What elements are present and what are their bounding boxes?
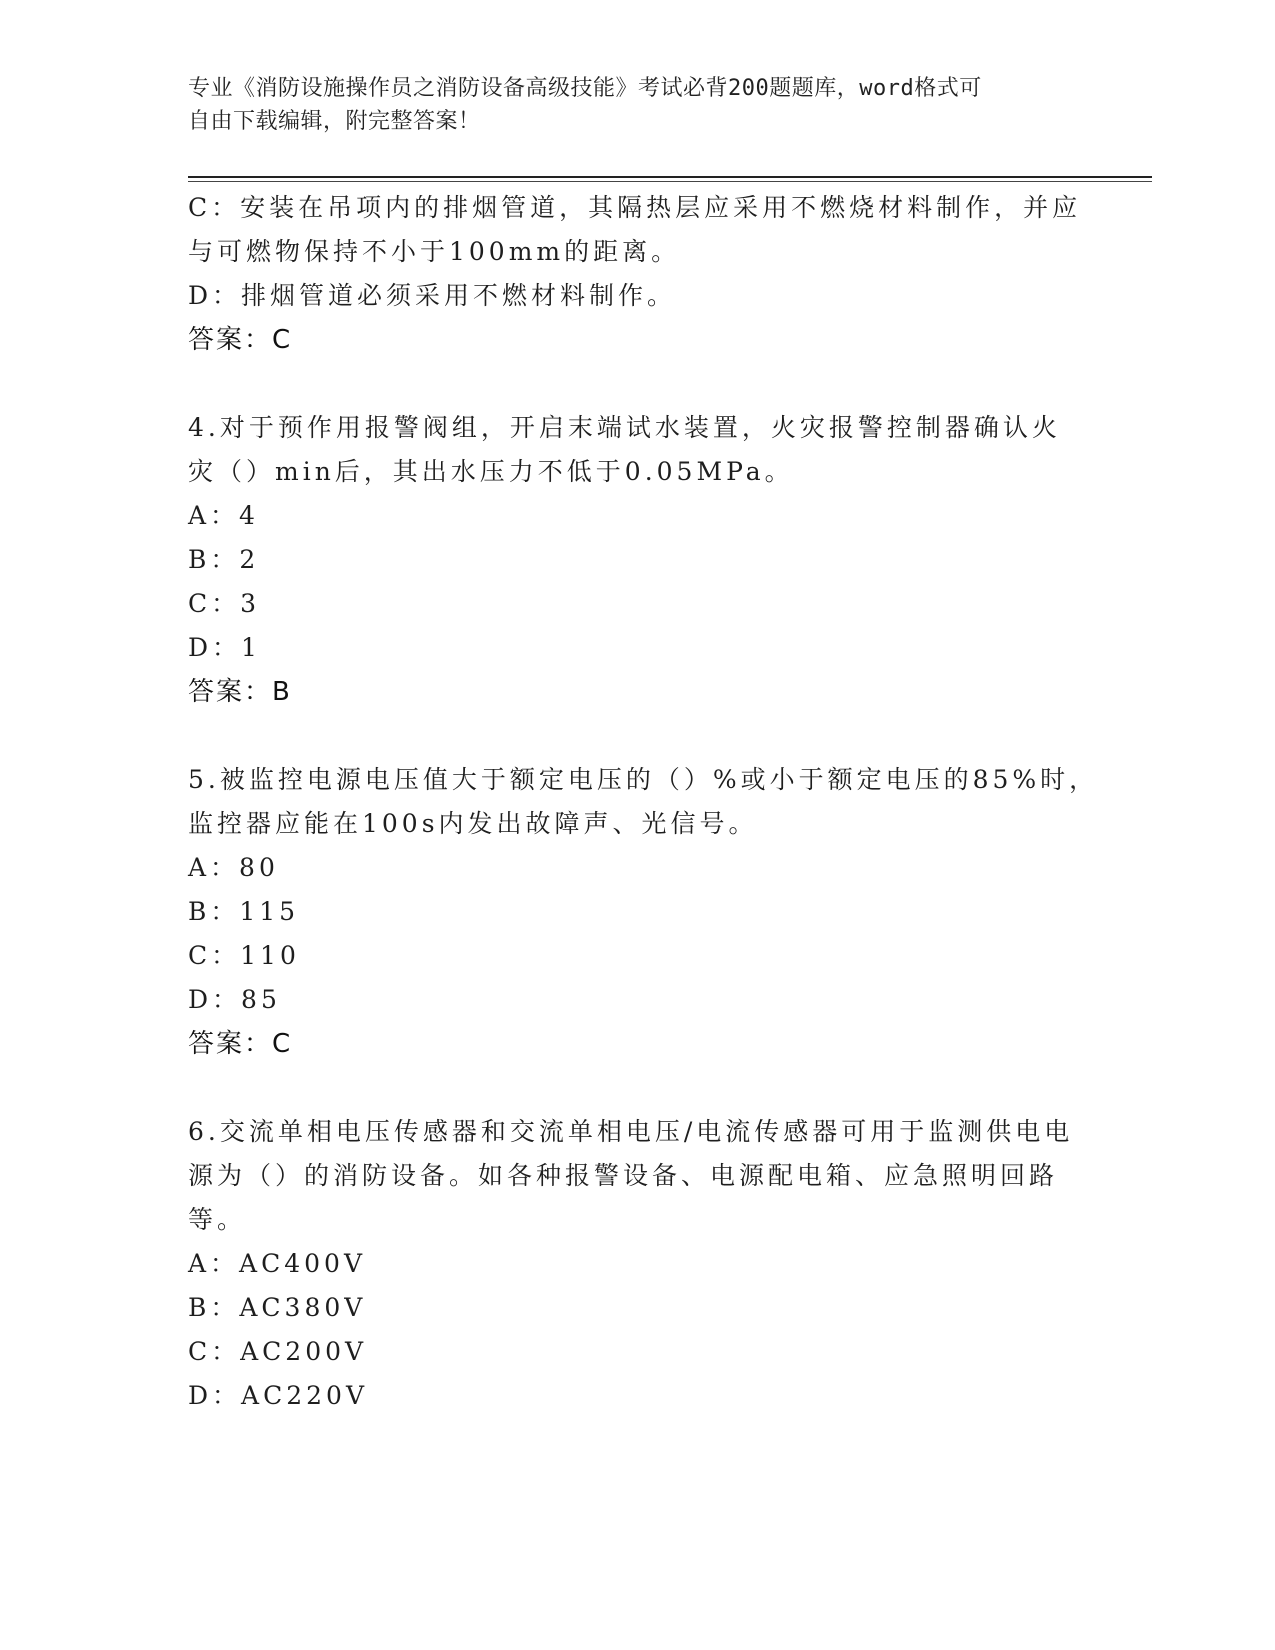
q4-answer: 答案：B xyxy=(188,677,292,707)
q4-option-a: A：4 xyxy=(188,501,259,530)
q6-stem-line-3: 等。 xyxy=(188,1205,247,1234)
document-header xyxy=(188,72,1068,138)
header-divider-thick xyxy=(188,176,1152,178)
q4-stem-line-2: 灾（）min后，其出水压力不低于0.05MPa。 xyxy=(188,457,794,486)
q5-option-b: B：115 xyxy=(188,897,300,926)
q3-option-d: D：排烟管道必须采用不燃材料制作。 xyxy=(188,281,677,310)
q5-option-d: D：85 xyxy=(188,985,281,1014)
q6-stem-line-2: 源为（）的消防设备。如各种报警设备、电源配电箱、应急照明回路 xyxy=(188,1161,1059,1190)
q6-option-b: B：AC380V xyxy=(188,1293,367,1322)
q5-option-c: C：110 xyxy=(188,941,300,970)
q6-option-a: A：AC400V xyxy=(188,1249,367,1278)
q6-option-d: D：AC220V xyxy=(188,1381,368,1410)
q3-option-c-line-2: 与可燃物保持不小于100mm的距离。 xyxy=(188,237,681,266)
q5-stem-line-2: 监控器应能在100s内发出故障声、光信号。 xyxy=(188,809,758,838)
header-divider-thin xyxy=(188,181,1152,182)
header-title-line-2: 自由下载编辑，附完整答案！ xyxy=(188,109,481,134)
q4-option-b: B：2 xyxy=(188,545,260,574)
q3-option-c-line-1: C：安装在吊项内的排烟管道，其隔热层应采用不燃烧材料制作，并应 xyxy=(188,193,1082,222)
header-title-line-1: 专业《消防设施操作员之消防设备高级技能》考试必背200题题库，word格式可 xyxy=(188,76,982,101)
q6-option-c: C：AC200V xyxy=(188,1337,368,1366)
q6-stem-line-1: 6.交流单相电压传感器和交流单相电压/电流传感器可用于监测供电电 xyxy=(188,1117,1074,1146)
q4-option-c: C：3 xyxy=(188,589,261,618)
q5-option-a: A：80 xyxy=(188,853,279,882)
q4-stem-line-1: 4.对于预作用报警阀组，开启末端试水装置，火灾报警控制器确认火 xyxy=(188,413,1061,442)
q5-stem-line-1: 5.被监控电源电压值大于额定电压的（）%或小于额定电压的85%时， xyxy=(188,765,1099,794)
q4-option-d: D：1 xyxy=(188,633,261,662)
q5-answer: 答案：C xyxy=(188,1029,293,1059)
q3-answer: 答案：C xyxy=(188,325,293,355)
